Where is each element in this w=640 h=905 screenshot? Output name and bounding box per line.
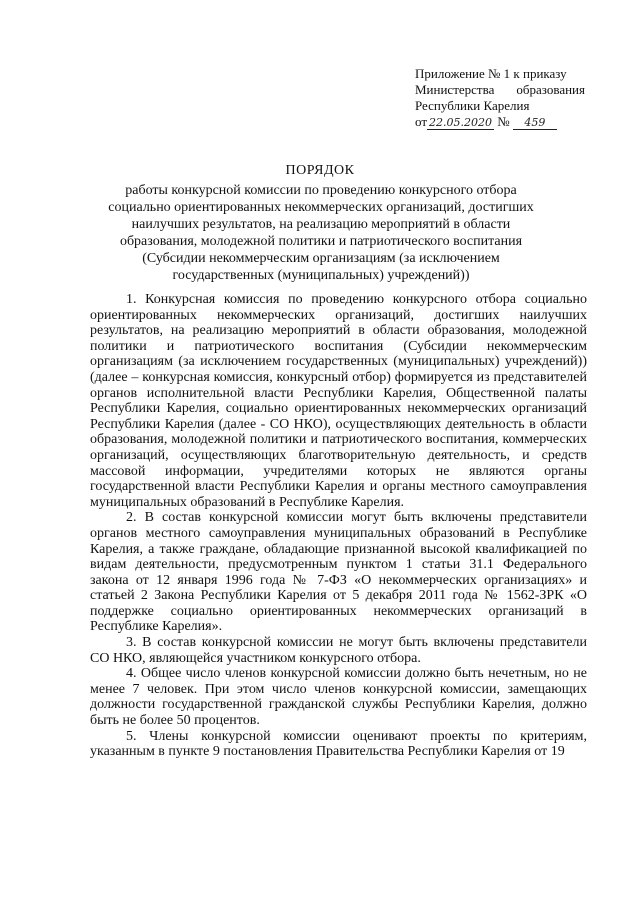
document-title: ПОРЯДОК [285, 163, 355, 178]
paragraph-4: 4. Общее число членов конкурсной комиссии должно быть нечетным, но не менее 7 человек. При этом число членов конкурсной комиссии, замещающих должности государственной гражданской службы Республики Карелия, должно быть не более 50 процентов. [90, 666, 587, 729]
paragraph-3: 3. В состав конкурсной комиссии не могут быть включены представители СО НКО, являющейся участником конкурсного отбора. [90, 635, 587, 666]
reference-number-label: № [497, 114, 510, 129]
appendix-reference [415, 114, 585, 130]
appendix-line-2: Министерства образования [415, 82, 585, 97]
appendix-header [415, 66, 585, 130]
document-body [90, 292, 587, 760]
handwritten-number: 459 [513, 117, 557, 130]
reference-prefix: от [415, 114, 428, 129]
appendix-line-3: Республики Карелия [415, 98, 530, 113]
document-subtitle: работы конкурсной комиссии по проведению конкурсного отбора социально ориентированных некоммерческих организаций, достигших наилучших результатов, на реализацию мероприятий в области образования, молодежной политики и патриотического воспитания (Субсидии некоммерческим организациям (за исключением государственных (муниципальных) учреждений)) [108, 183, 534, 283]
paragraph-5: 5. Члены конкурсной комиссии оценивают проекты по критериям, указанным в пункте 9 постановления Правительства Республики Карелия от 19 [90, 728, 587, 760]
paragraph-1: 1. Конкурсная комиссия по проведению конкурсного отбора социально ориентированных некоммерческих организаций, достигших наилучших результатов, на реализацию мероприятий в области образования, молодежной политики и патриотического воспитания (Субсидии некоммерческим организациям (за исключением государственных (муниципальных) учреждений)) (далее – конкурсная комиссия, конкурсный отбор) формируется из представителей органов исполнительной власти Республики Карелия, Общественной палаты Республики Карелия, социально ориентированных некоммерческих организаций Республики Карелия (далее - СО НКО), осуществляющих деятельность в области образования, молодежной политики и патриотического воспитания, коммерческих организаций, осуществляющих благотворительную деятельность, и средств массовой информации, учредителями которых не являются органы государственной власти Республики Карелия и органы местного самоуправления муниципальных образований в Республике Карелия. [90, 292, 587, 510]
handwritten-date: 22.05.2020 [429, 116, 492, 129]
paragraph-2: 2. В состав конкурсной комиссии могут быть включены представители органов местного самоуправления муниципальных образований в Республике Карелия, а также граждане, обладающие признанной высокой квалификацией по видам деятельности, предусмотренным пунктом 1 статьи 31.1 Федерального закона от 12 января 1996 года № 7-ФЗ «О некоммерческих организациях» и статьей 2 Закона Республики Карелия от 5 декабря 2011 года № 1562-ЗРК «О поддержке социально ориентированных некоммерческих организаций в Республике Карелия». [90, 510, 587, 635]
appendix-line-1: Приложение № 1 к приказу [415, 66, 567, 81]
